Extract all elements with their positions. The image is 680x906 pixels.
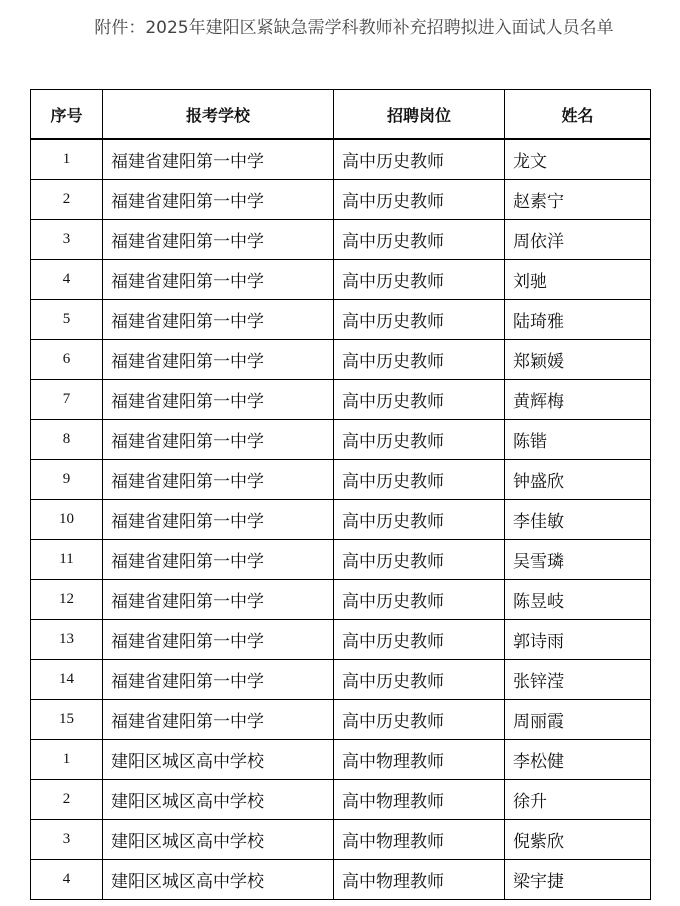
position-cell: 高中历史教师: [334, 700, 505, 740]
name-cell: 黄辉梅: [505, 380, 651, 420]
position-cell: 高中历史教师: [334, 660, 505, 700]
document-title: 附件：2025年建阳区紧缺急需学科教师补充招聘拟进入面试人员名单: [94, 18, 614, 38]
serial-number-cell: 7: [31, 380, 103, 420]
name-cell: 周丽霞: [505, 700, 651, 740]
school-cell: 福建省建阳第一中学: [103, 580, 334, 620]
name-cell: 钟盛欣: [505, 460, 651, 500]
name-cell: 赵素宁: [505, 180, 651, 220]
table-row: [31, 780, 651, 820]
header-row: [31, 90, 651, 140]
table-row: [31, 820, 651, 860]
serial-number-cell: 3: [31, 820, 103, 860]
table-row: [31, 300, 651, 340]
candidate-table: [30, 89, 651, 900]
table-row: [31, 380, 651, 420]
table-row: [31, 460, 651, 500]
serial-number-cell: 8: [31, 420, 103, 460]
position-cell: 高中物理教师: [334, 780, 505, 820]
school-cell: 建阳区城区高中学校: [103, 820, 334, 860]
table-row: [31, 860, 651, 900]
table-row: [31, 220, 651, 260]
serial-number-cell: 4: [31, 260, 103, 300]
table-row: [31, 500, 651, 540]
position-cell: 高中历史教师: [334, 460, 505, 500]
position-cell: 高中历史教师: [334, 260, 505, 300]
name-cell: 郑颖媛: [505, 340, 651, 380]
school-cell: 福建省建阳第一中学: [103, 300, 334, 340]
school-cell: 福建省建阳第一中学: [103, 460, 334, 500]
name-cell: 刘驰: [505, 260, 651, 300]
table-row: [31, 580, 651, 620]
school-cell: 福建省建阳第一中学: [103, 700, 334, 740]
name-cell: 吴雪璘: [505, 540, 651, 580]
position-cell: 高中历史教师: [334, 139, 505, 180]
name-cell: 龙文: [505, 139, 651, 180]
position-cell: 高中物理教师: [334, 820, 505, 860]
table-row: [31, 340, 651, 380]
school-cell: 福建省建阳第一中学: [103, 620, 334, 660]
school-cell: 福建省建阳第一中学: [103, 540, 334, 580]
table-row: [31, 660, 651, 700]
position-cell: 高中物理教师: [334, 860, 505, 900]
school-cell: 福建省建阳第一中学: [103, 380, 334, 420]
serial-number-cell: 10: [31, 500, 103, 540]
header-school: 报考学校: [103, 90, 334, 140]
serial-number-cell: 5: [31, 300, 103, 340]
serial-number-cell: 12: [31, 580, 103, 620]
position-cell: 高中历史教师: [334, 340, 505, 380]
table-row: [31, 180, 651, 220]
name-cell: 陆琦雅: [505, 300, 651, 340]
name-cell: 徐升: [505, 780, 651, 820]
serial-number-cell: 4: [31, 860, 103, 900]
header-serial-number: 序号: [31, 90, 103, 140]
school-cell: 福建省建阳第一中学: [103, 660, 334, 700]
serial-number-cell: 2: [31, 780, 103, 820]
school-cell: 福建省建阳第一中学: [103, 139, 334, 180]
serial-number-cell: 14: [31, 660, 103, 700]
serial-number-cell: 1: [31, 139, 103, 180]
name-cell: 倪紫欣: [505, 820, 651, 860]
school-cell: 建阳区城区高中学校: [103, 740, 334, 780]
name-cell: 周依洋: [505, 220, 651, 260]
position-cell: 高中历史教师: [334, 580, 505, 620]
school-cell: 福建省建阳第一中学: [103, 420, 334, 460]
header-name: 姓名: [505, 90, 651, 140]
school-cell: 福建省建阳第一中学: [103, 340, 334, 380]
table-row: [31, 420, 651, 460]
school-cell: 福建省建阳第一中学: [103, 180, 334, 220]
table-row: [31, 139, 651, 180]
serial-number-cell: 2: [31, 180, 103, 220]
position-cell: 高中历史教师: [334, 620, 505, 660]
position-cell: 高中历史教师: [334, 420, 505, 460]
name-cell: 李佳敏: [505, 500, 651, 540]
table-body: [31, 139, 651, 900]
serial-number-cell: 11: [31, 540, 103, 580]
name-cell: 李松健: [505, 740, 651, 780]
name-cell: 陈昱岐: [505, 580, 651, 620]
serial-number-cell: 6: [31, 340, 103, 380]
position-cell: 高中历史教师: [334, 380, 505, 420]
serial-number-cell: 9: [31, 460, 103, 500]
school-cell: 建阳区城区高中学校: [103, 860, 334, 900]
position-cell: 高中历史教师: [334, 220, 505, 260]
school-cell: 福建省建阳第一中学: [103, 220, 334, 260]
school-cell: 建阳区城区高中学校: [103, 780, 334, 820]
table-row: [31, 260, 651, 300]
serial-number-cell: 1: [31, 740, 103, 780]
serial-number-cell: 3: [31, 220, 103, 260]
table-header: [31, 90, 651, 140]
position-cell: 高中历史教师: [334, 540, 505, 580]
name-cell: 陈锴: [505, 420, 651, 460]
header-position: 招聘岗位: [334, 90, 505, 140]
table-row: [31, 620, 651, 660]
position-cell: 高中历史教师: [334, 300, 505, 340]
school-cell: 福建省建阳第一中学: [103, 500, 334, 540]
table-row: [31, 540, 651, 580]
position-cell: 高中历史教师: [334, 180, 505, 220]
name-cell: 郭诗雨: [505, 620, 651, 660]
serial-number-cell: 15: [31, 700, 103, 740]
name-cell: 张锌滢: [505, 660, 651, 700]
school-cell: 福建省建阳第一中学: [103, 260, 334, 300]
table-row: [31, 700, 651, 740]
position-cell: 高中物理教师: [334, 740, 505, 780]
name-cell: 梁宇捷: [505, 860, 651, 900]
serial-number-cell: 13: [31, 620, 103, 660]
table-row: [31, 740, 651, 780]
position-cell: 高中历史教师: [334, 500, 505, 540]
